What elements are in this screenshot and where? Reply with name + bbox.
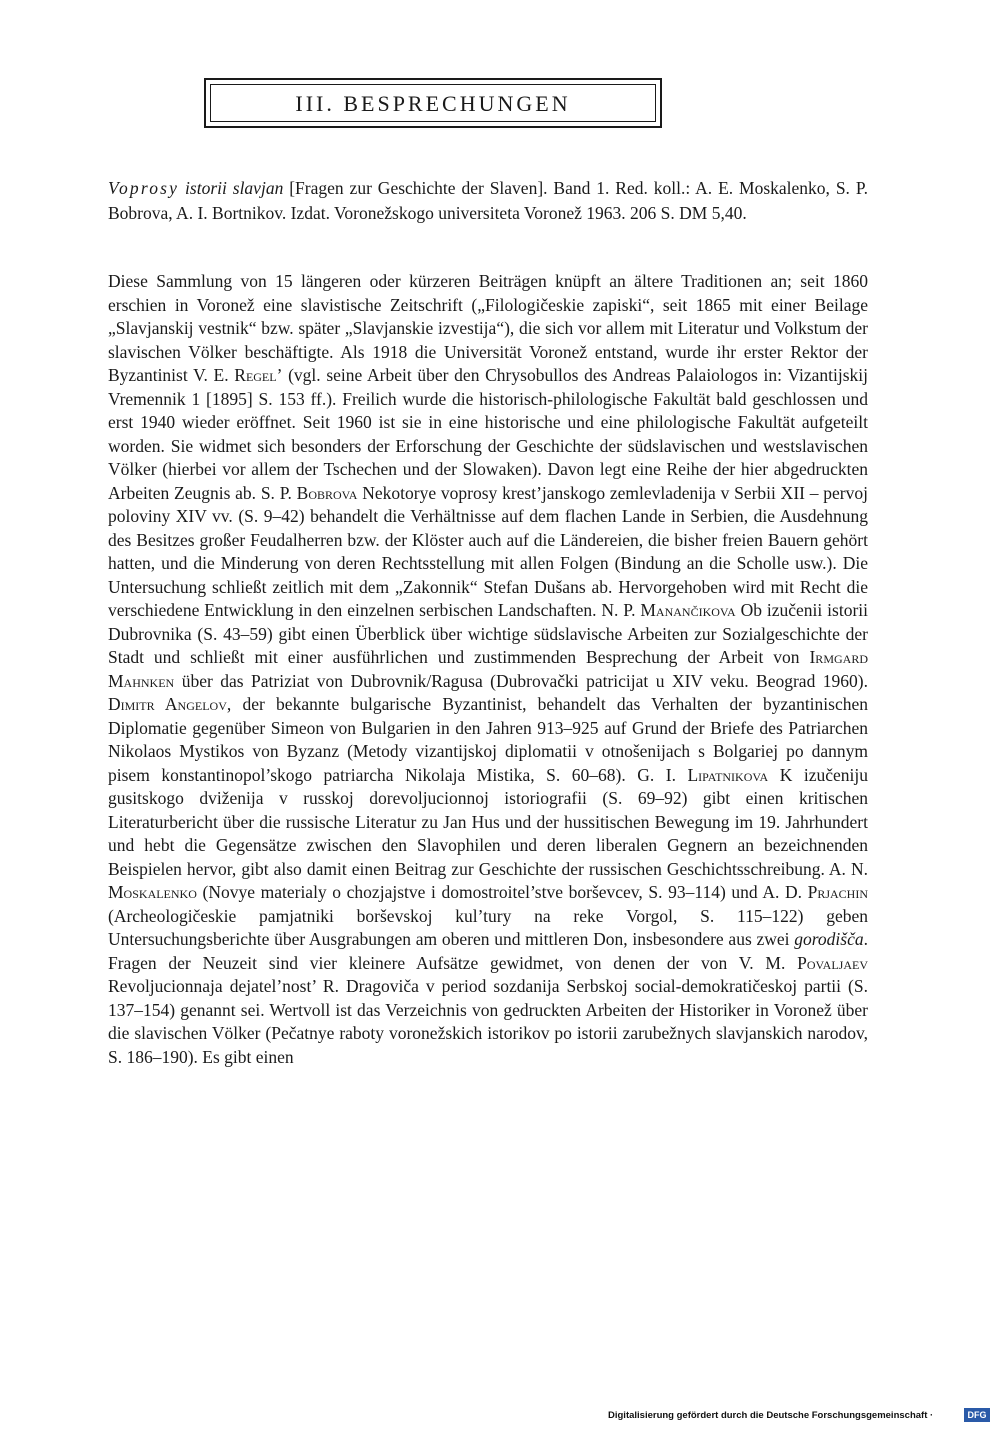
body-text: (vgl. seine Arbeit über den Chrysobullos des Andreas Palaiologos in: Vizantijskij Vremennik 1 [1895] S. 153 ff.). Freilich wurde die historisch-philologische Fakultät bald geschlossen und erst 1940 wieder eröffnet. Seit 1960 ist sie in eine historische und eine philologische Fakultät aufgeteilt worden. Sie widmet sich besonders der Erforschung der Geschichte der südslavischen und westslavischen Völker (hierbei vor allem der Tschechen und der Slowaken). Davon legt eine Reihe der hier abgedruckten Arbeiten Zeugnis ab. S. P. [108, 365, 868, 503]
author-name: Irmgard Mahnken [108, 647, 868, 691]
body-text: K izučeniju gusitskogo dviženija v russkoj dorevoljucionnoj istoriografii (S. 69–92) gibt einen kritischen Literaturbericht über die russische Literatur zu Jan Hus und der hussitischen Bewegung im 19. Jahrhundert und hebt die Gegensätze zwischen den Slavophilen und deren liberalen Gegnern an bezeichnenden Beispielen hervor, gibt also damit einen Beitrag zur Geschichte der russischen Geschichtsschreibung. A. N. [108, 764, 868, 879]
section-title: III. BESPRECHUNGEN [295, 91, 571, 116]
author-name: Dimitr Angelov [108, 694, 227, 714]
bibliographic-details: [Fragen zur Geschichte der Slaven]. Band 1. Red. koll.: A. E. Moskalenko, S. P. Bobrova, A. I. Bortnikov. Izdat. Voronežskogo universiteta Voronež 1963. 206 S. DM 5,40. [108, 178, 869, 223]
author-name: Regel’ [234, 365, 283, 385]
italic-term: gorodišča [794, 929, 864, 949]
review-bibliographic-header [108, 176, 868, 226]
dfg-logo: DFG [964, 1408, 990, 1422]
body-text: über das Patriziat von Dubrovnik/Ragusa (Dubrovački patricijat u XIV veku. Beograd 1960). [174, 670, 868, 691]
book-title-rest: istorii slavjan [179, 178, 284, 198]
review-paragraph [108, 270, 868, 1069]
author-name: Bobrova [296, 482, 358, 503]
digitization-credit: Digitalisierung gefördert durch die Deutsche Forschungsgemeinschaft · [608, 1410, 934, 1421]
body-text: Revoljucionnaja dejatel’nost’ R. Dragoviča v period sozdanija Serbskoj social-demokratičeskoj partii (S. 137–154) genannt sei. Wertvoll ist das Verzeichnis von gedruckten Arbeiten der Historiker in Voronež über die slavischen Völker (Pečatnye raboty voronežskich istorikov po istorii zarubežnych slavjanskich narodov, S. 186–190). Es gibt einen [108, 976, 868, 1067]
author-name: Povaljaev [797, 952, 868, 973]
author-name: Moskalenko [108, 882, 197, 902]
body-text: Nekotorye voprosy krest’janskogo zemlevladenija v Serbii XII – pervoj poloviny XIV vv. (S. 9–42) behandelt die Verhältnisse auf dem flachen Lande in Serbien, die Ausdehnung des Besitzes großer Feudalherren bzw. der Klöster auch auf die Ländereien, die bisher freien Bauern gehört hatten, und die Minderung von deren Rechtsstellung mit allen Folgen (Bindung an die Scholle usw.). Die Untersuchung schließt zeitlich mit dem „Zakonnik“ Stefan Dušans ab. Hervorgehoben wird mit Recht die verschiedene Entwicklung in den einzelnen serbischen Landschaften. N. P. [108, 482, 868, 620]
body-text: , der bekannte bulgarische Byzantinist, behandelt das Verhalten der byzantinischen Diplomatie gegenüber Simeon von Bulgarien in den Jahren 913–925 auf Grund der Briefe des Patriarchen Nikolaos Mystikos von Byzanz (Metody vizantijskoj diplomatii v otnošenijach s Bolgariej po dannym pisem konstantinopol’skogo patriarcha Nikolaja Mistika, S. 60–68). G. I. [108, 694, 868, 785]
author-name: Manančikova [640, 600, 736, 620]
body-text: (Novye materialy o chozjajstve i domostroitel’stve borševcev, S. 93–114) und A. D. [196, 882, 808, 902]
section-heading-box [204, 78, 662, 128]
review-body [108, 270, 868, 1069]
body-text: Diese Sammlung von 15 längeren oder kürzeren Beiträgen knüpft an ältere Traditionen an; seit 1860 erschien in Voronež eine slavistische Zeitschrift („Filologičeskie zapiski“, seit 1865 mit einer Beilage „Slavjanskij vestnik“ bzw. später „Slavjanskie izvestija“), die sich vor allem mit Literatur und Volkstum der slavischen Völker beschäftigte. Als 1918 die Universität Voronež entstand, wurde ihr erster Rektor der Byzantinist V. E. [108, 271, 868, 385]
author-name: Prjachin [807, 882, 868, 902]
body-text: Ob izučenii istorii Dubrovnika (S. 43–59) gibt einen Überblick über wichtige südslavische Arbeiten zur Sozialgeschichte der Stadt und schließt mit einer ausführlichen und zustimmenden Besprechung der Arbeit von [108, 600, 868, 667]
book-title-first-word: Voprosy [108, 178, 180, 198]
body-text: (Archeologičeskie pamjatniki borševskoj kul’tury na reke Vorgol, S. 115–122) geben Untersuchungsberichte über Ausgrabungen am oberen und mittleren Don, insbesondere aus zwei [108, 905, 868, 949]
body-text: . Fragen der Neuzeit sind vier kleinere Aufsätze gewidmet, von denen der von V. M. [108, 929, 868, 973]
author-name: Lipatnikova [687, 764, 769, 785]
